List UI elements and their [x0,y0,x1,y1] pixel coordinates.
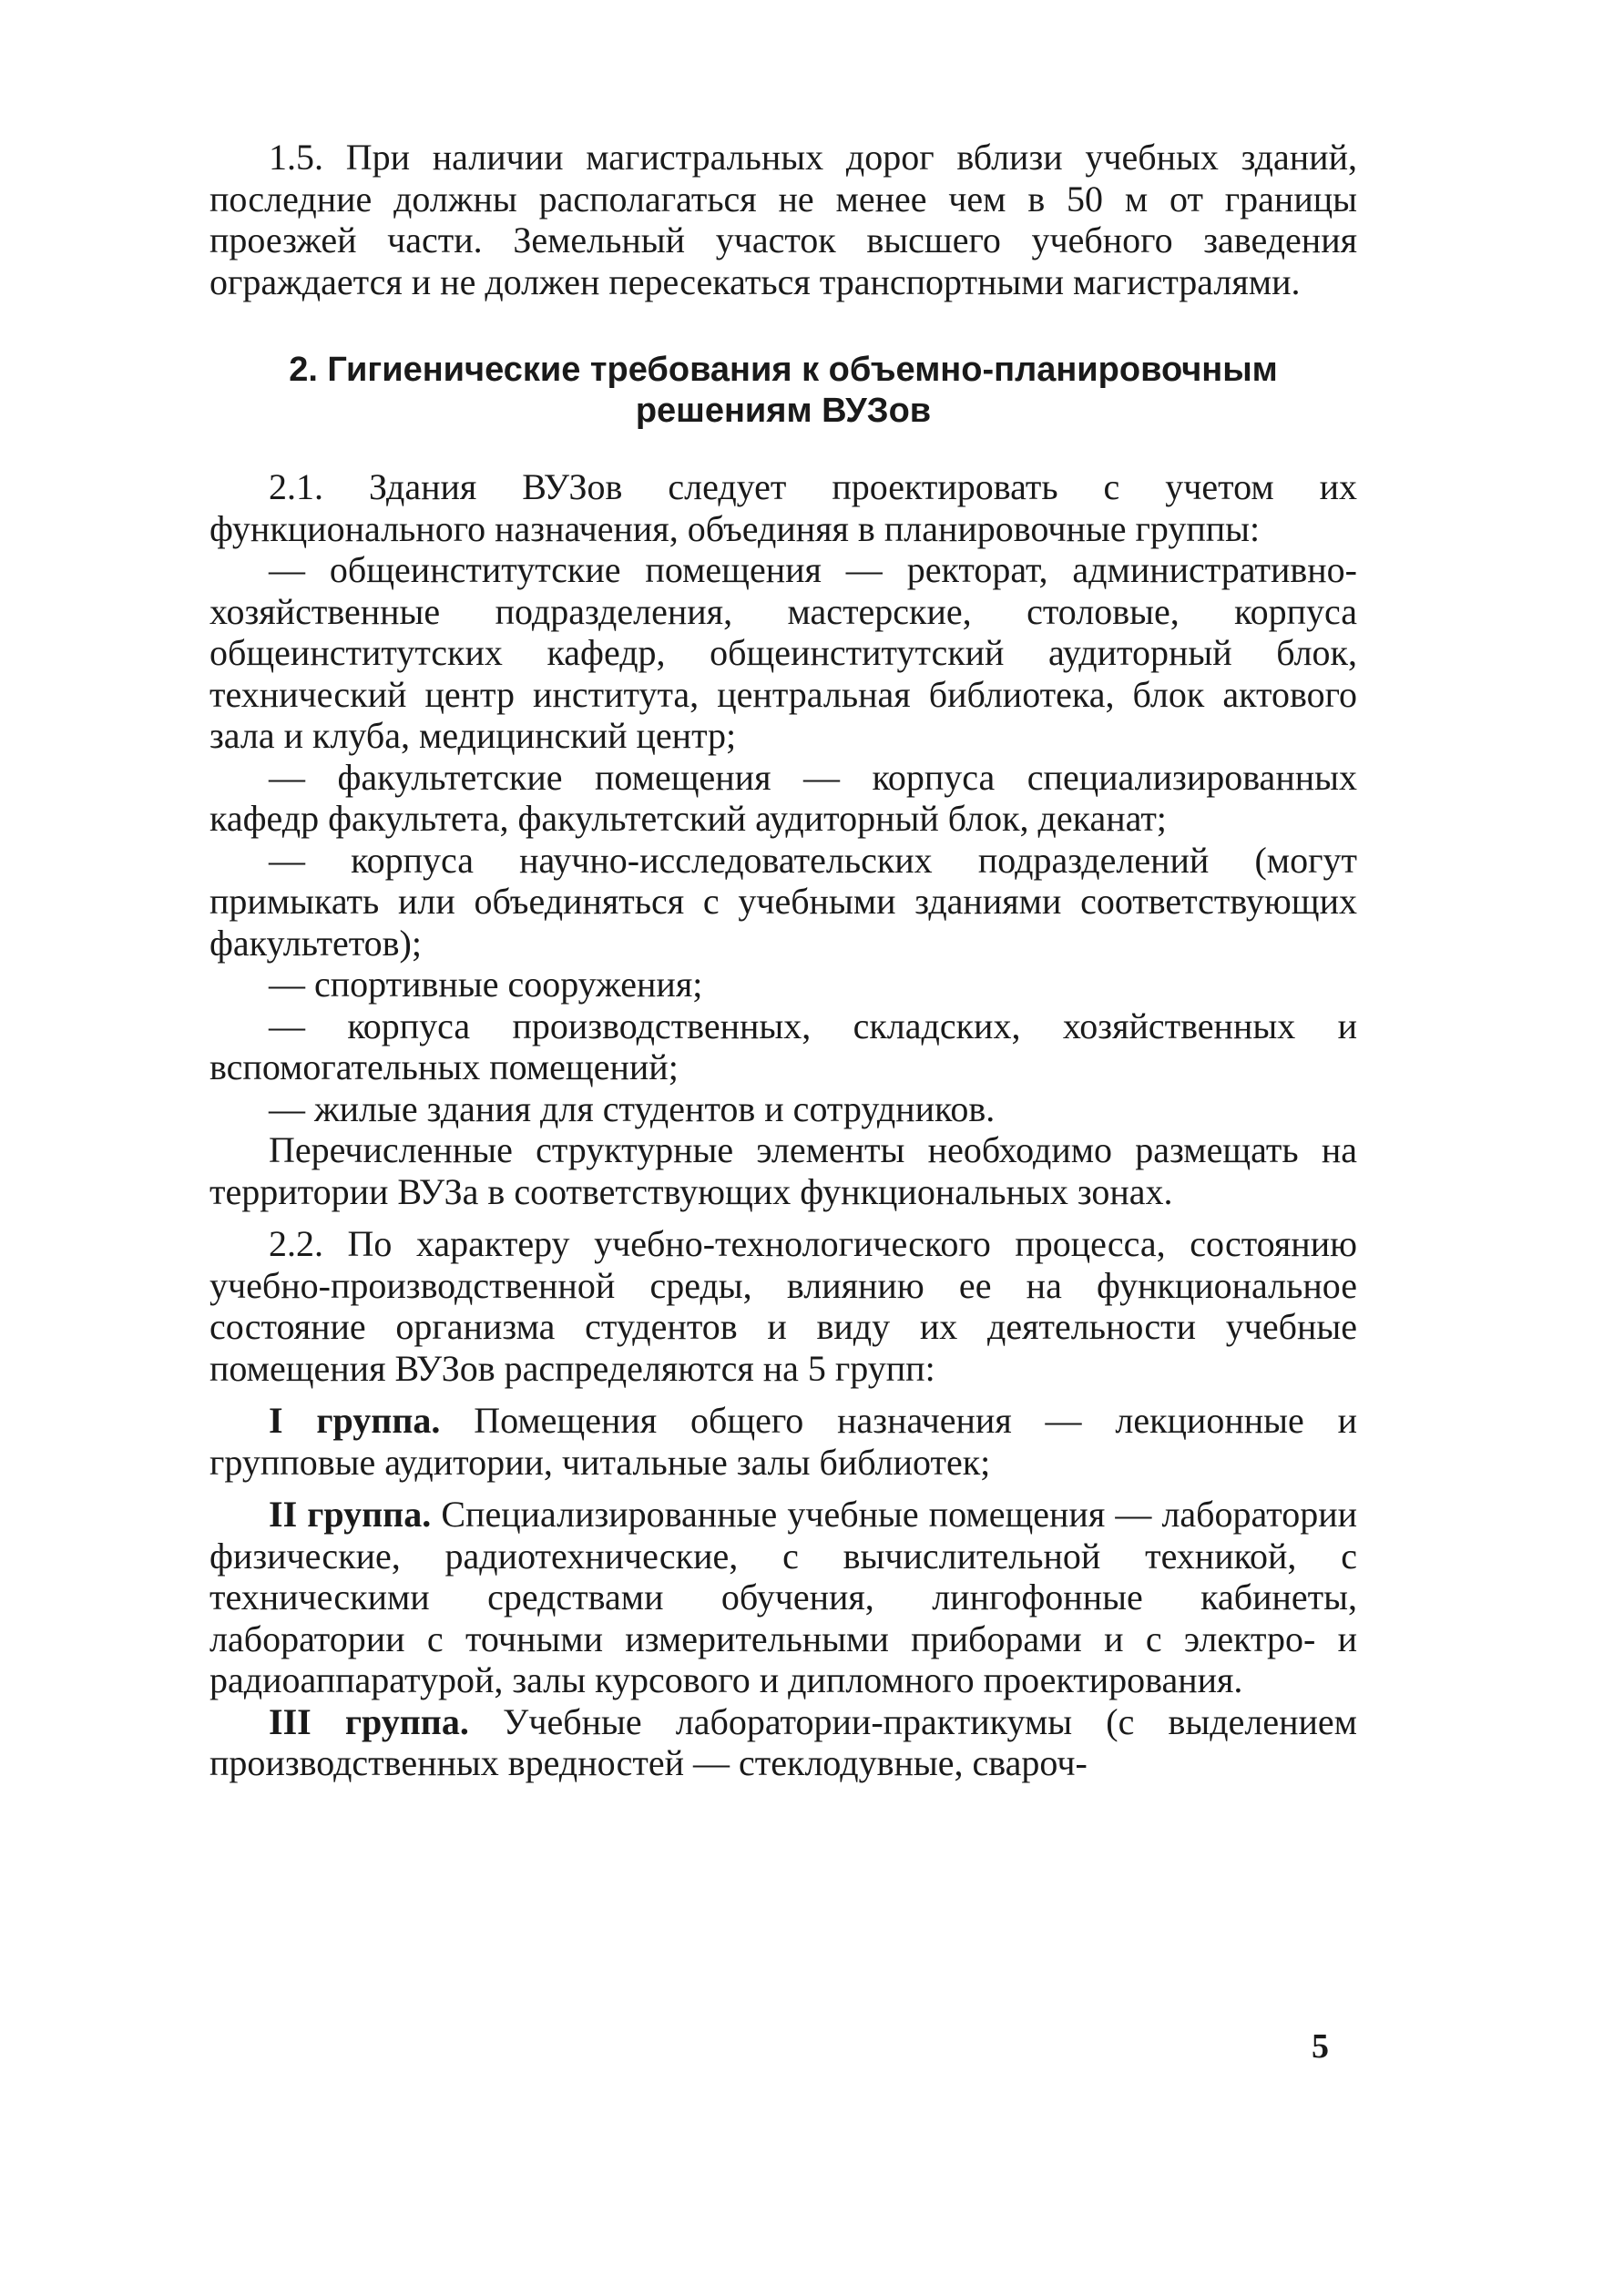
paragraph-2-1: 2.1. Здания ВУЗов следует проектировать с учетом их функционального назначения, объединяя в планировочные группы: [209,466,1357,549]
document-page [209,137,1357,1784]
list-item: — корпуса производственных, складских, хозяйственных и вспомогательных помещений; [209,1005,1357,1087]
section-heading [209,350,1357,432]
list-item: — общеинститутские помещения — ректорат, административно-хозяйственные подразделения, мастерские, столовые, корпуса общеинститутских кафедр, общеинститутский аудиторный блок, технический центр института, центральная библиотека, блок актового зала и клуба, медицинский центр; [209,549,1357,756]
group-2-label: II группа. [269,1494,432,1535]
paragraph-1-5: 1.5. При наличии магистральных дорог вблизи учебных зданий, последние должны располагаться не менее чем в 50 м от границы проезжей части. Земельный участок высшего учебного заведения ограждается и не должен пересекаться транспортными магистралями. [209,137,1357,302]
group-1-label: I группа. [269,1400,441,1441]
paragraph-2-2: 2.2. По характеру учебно-технологического процесса, состоянию учебно-производственной среды, влиянию ее на функциональное состояние организма студентов и виду их деятельности учебные помещения ВУЗов распределяются на 5 групп: [209,1223,1357,1389]
section-heading-line-2: решениям ВУЗов [635,392,932,430]
list-item: — факультетские помещения — корпуса специализированных кафедр факультета, факультетский аудиторный блок, деканат; [209,756,1357,839]
group-3-paragraph [209,1701,1357,1784]
section-heading-line-1: 2. Гигиенические требования к объемно-планировочным [289,351,1278,389]
list-item: — спортивные сооружения; [269,964,703,1005]
group-2-paragraph [209,1494,1357,1701]
group-1-text: Помещения общего назначения — лекционные и групповые аудитории, читальные залы библиотек; [209,1400,1358,1483]
group-2-text: Специализированные учебные помещения — лаборатории физические, радиотехнические, с вычислительной техникой, с техническими средствами обучения, лингофонные кабинеты, лаборатории с точными измерительными приборами и с электро- и радиоаппаратурой, залы курсового и дипломного проектирования. [209,1494,1358,1700]
paragraph-2-1-end: Перечисленные структурные элементы необходимо размещать на территории ВУЗа в соответствующих функциональных зонах. [209,1129,1357,1212]
group-1-paragraph [209,1400,1357,1483]
group-3-text: Учебные лаборатории-практикумы (с выделением производственных вредностей — стеклодувные, свароч- [209,1700,1357,1783]
list-item: — жилые здания для студентов и сотрудников. [269,1087,996,1129]
group-3-label: III группа. [269,1700,469,1742]
page-number: 5 [1312,2027,1329,2066]
list-item: — корпуса научно-исследовательских подразделений (могут примыкать или объединяться с учебными зданиями соответствующих факультетов); [209,839,1357,964]
